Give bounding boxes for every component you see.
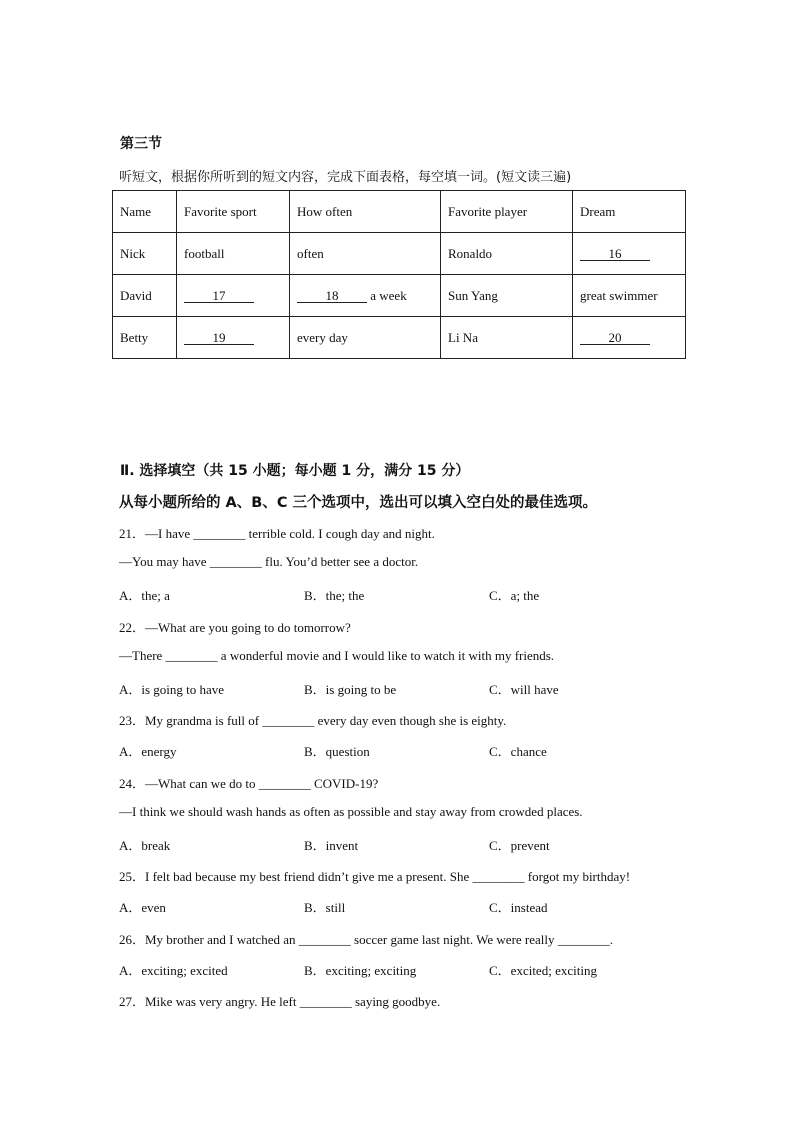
header-cell: Dream	[573, 191, 686, 233]
option-c: C．a; the	[489, 588, 540, 604]
section-title: 第三节	[120, 136, 162, 152]
question-line: 25．I felt bad because my best friend didn’t give me a present. She ________ forgot my birthday!	[119, 869, 631, 885]
blank-20: 20	[580, 331, 650, 345]
question-line: 26．My brother and I watched an ________ soccer game last night. We were really ________.	[119, 931, 614, 947]
cell-player: Sun Yang	[441, 275, 573, 317]
part2-title: Ⅱ. 选择填空（共 15 小题；每小题 1 分，满分 15 分）	[120, 463, 470, 479]
question-line: 27．Mike was very angry. He left ________ saying goodbye.	[119, 994, 441, 1009]
table-row	[113, 317, 686, 359]
section-instruction: 听短文，根据你所听到的短文内容，完成下面表格，每空填一词。(短文读三遍)	[119, 170, 572, 185]
option-a: A．the; a	[119, 588, 170, 604]
cell-name: David	[113, 275, 177, 317]
cell-player: Ronaldo	[441, 233, 573, 275]
question-line: 22．—What are you going to do tomorrow?	[119, 619, 351, 635]
cell-sport: football	[177, 233, 290, 275]
cell-sport	[177, 275, 290, 317]
option-c: C．excited; exciting	[489, 962, 597, 978]
option-b: B．the; the	[304, 588, 365, 604]
table-row	[113, 233, 686, 275]
option-b: B．exciting; exciting	[304, 962, 417, 978]
header-cell: Name	[113, 191, 177, 233]
question-line: —There ________ a wonderful movie and I would like to watch it with my friends.	[119, 647, 555, 663]
option-b: B．still	[304, 900, 346, 916]
option-a: A．energy	[119, 744, 177, 760]
option-a: A．is going to have	[119, 682, 225, 697]
blank-18: 18	[297, 289, 367, 303]
cell-name: Nick	[113, 233, 177, 275]
table-header-row	[113, 191, 686, 233]
blank-16: 16	[580, 247, 650, 261]
option-a: A．exciting; excited	[119, 962, 228, 978]
option-c: C．will have	[489, 682, 559, 697]
option-c: C．instead	[489, 900, 548, 916]
option-b: B．invent	[304, 838, 359, 853]
blank-19: 19	[184, 331, 254, 345]
cell-dream	[573, 233, 686, 275]
cell-sport	[177, 317, 290, 359]
header-cell: Favorite player	[441, 191, 573, 233]
question-line: 23．My grandma is full of ________ every day even though she is eighty.	[119, 713, 507, 729]
header-cell: Favorite sport	[177, 191, 290, 233]
cell-often	[290, 275, 441, 317]
option-b: B．question	[304, 744, 370, 760]
cell-player: Li Na	[441, 317, 573, 359]
option-a: A．even	[119, 900, 166, 916]
option-b: B．is going to be	[304, 682, 397, 697]
question-line: —I think we should wash hands as often as possible and stay away from crowded places.	[119, 803, 583, 819]
cell-name: Betty	[113, 317, 177, 359]
question-line: —You may have ________ flu. You’d better see a doctor.	[119, 554, 419, 570]
cell-often: often	[290, 233, 441, 275]
cell-dream	[573, 317, 686, 359]
part2-instruction: 从每小题所给的 A、B、C 三个选项中，选出可以填入空白处的最佳选项。	[119, 495, 598, 511]
often-suffix: a week	[370, 287, 407, 303]
option-c: C．chance	[489, 744, 547, 760]
option-c: C．prevent	[489, 838, 550, 853]
listening-table	[112, 190, 686, 359]
question-line: 21．—I have ________ terrible cold. I cough day and night.	[119, 526, 435, 541]
header-cell: How often	[290, 191, 441, 233]
question-line: 24．—What can we do to ________ COVID-19?	[119, 775, 379, 791]
cell-often: every day	[290, 317, 441, 359]
table-row	[113, 275, 686, 317]
cell-dream: great swimmer	[573, 275, 686, 317]
option-a: A．break	[119, 838, 171, 853]
blank-17: 17	[184, 289, 254, 303]
